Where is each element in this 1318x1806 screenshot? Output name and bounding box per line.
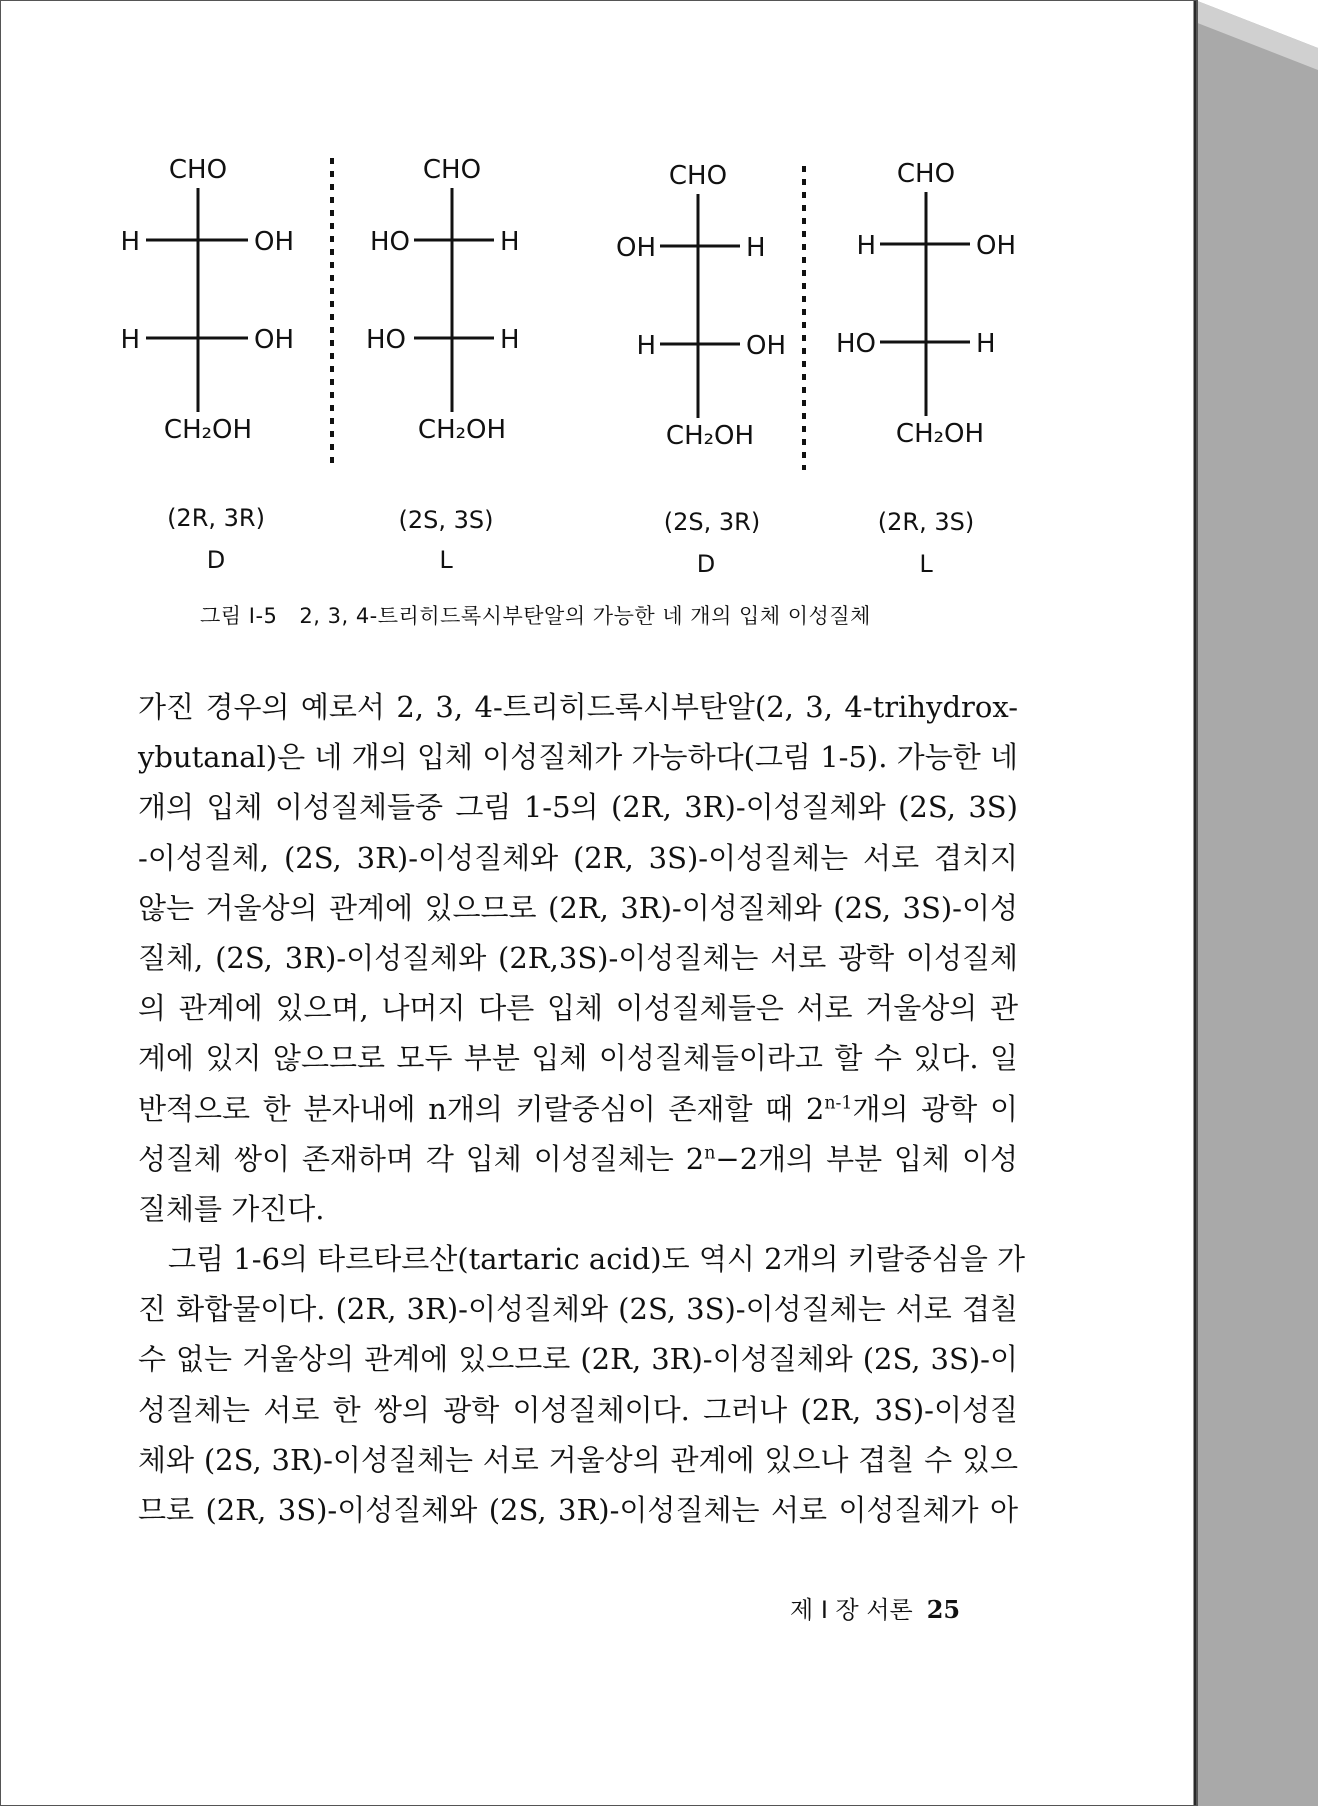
mol3-r1-left: OH <box>615 233 656 263</box>
mol1-bottom: CH₂OH <box>163 415 253 445</box>
mol2-r2-left: HO <box>365 325 406 355</box>
mol3-r2-left: H <box>636 331 656 361</box>
mol1-r2-left: H <box>120 325 140 355</box>
paragraph-line: 그림 1-6의 타르타르산(tartaric acid)도 역시 2개의 키랄중심을 가 <box>168 1242 1026 1277</box>
line-tail: −2개의 부분 입체 이성 <box>715 1141 1018 1176</box>
mol4-r1-left: H <box>856 231 876 261</box>
molecule-2s3r <box>616 161 786 578</box>
mol3-r1-right: H <box>746 233 766 263</box>
paragraph-line: ybutanal)은 네 개의 입체 이성질체가 가능하다(그림 1-5). 가능한 네 <box>138 740 1018 775</box>
superscript-n-minus-1: n-1 <box>824 1092 853 1113</box>
mol2-bottom: CH₂OH <box>417 415 507 445</box>
figure-caption-text: 2, 3, 4-트리히드록시부탄알의 가능한 네 개의 입체 이성질체 <box>299 604 871 628</box>
mol4-series: L <box>919 550 933 578</box>
mol3-r2-right: OH <box>746 331 787 361</box>
paragraph-line <box>138 1084 1018 1134</box>
body-text <box>138 682 1026 1535</box>
molecule-2r3r <box>120 155 294 574</box>
mol4-config: (2R, 3S) <box>877 508 975 536</box>
fischer-projections-figure <box>110 140 1030 600</box>
mol3-series: D <box>696 550 716 578</box>
figure-number: 그림 I-5 <box>200 604 278 628</box>
paragraph-line: 성질체는 서로 한 쌍의 광학 이성질체이다. 그러나 (2R, 3S)-이성질 <box>138 1392 1018 1427</box>
mol2-r1-right: H <box>500 227 520 257</box>
mol1-r2-right: OH <box>254 325 295 355</box>
paragraph-line: 수 없는 거울상의 관계에 있으므로 (2R, 3R)-이성질체와 (2S, 3S)-이 <box>138 1342 1018 1377</box>
mol2-series: L <box>439 546 453 574</box>
mol2-r2-right: H <box>500 325 520 355</box>
line-head: 반적으로 한 분자내에 n개의 키랄중심이 존재할 때 2 <box>138 1091 825 1126</box>
mol1-r1-left: H <box>120 227 140 257</box>
paragraph-line: -이성질체, (2S, 3R)-이성질체와 (2R, 3S)-이성질체는 서로 겹치지 <box>138 840 1018 875</box>
paragraph-line: 므로 (2R, 3S)-이성질체와 (2S, 3R)-이성질체는 서로 이성질체가 아 <box>138 1493 1018 1527</box>
page-footer <box>790 1590 960 1625</box>
paragraph-line: 체와 (2S, 3R)-이성질체는 서로 거울상의 관계에 있으나 겹칠 수 있으 <box>138 1442 1018 1477</box>
mol1-top: CHO <box>168 155 228 185</box>
paragraph-line: 질체, (2S, 3R)-이성질체와 (2R,3S)-이성질체는 서로 광학 이성질체 <box>138 940 1018 975</box>
page-number: 25 <box>926 1595 961 1624</box>
mol1-series: D <box>206 546 226 574</box>
mol4-top: CHO <box>896 159 956 189</box>
paragraph-line: 가진 경우의 예로서 2, 3, 4-트리히드록시부탄알(2, 3, 4-trihydrox- <box>138 690 1018 724</box>
mol1-r1-right: OH <box>254 227 295 257</box>
molecule-2r3s <box>836 159 1016 578</box>
mol2-top: CHO <box>422 155 482 185</box>
paragraph-line: 의 관계에 있으며, 나머지 다른 입체 이성질체들은 서로 거울상의 관 <box>138 991 1018 1026</box>
molecule-2s3s <box>366 155 520 574</box>
mol1-config: (2R, 3R) <box>167 504 265 532</box>
superscript-n: n <box>704 1143 716 1164</box>
line-head: 성질체 쌍이 존재하며 각 입체 이성질체는 2 <box>138 1141 705 1176</box>
mol3-top: CHO <box>668 161 728 191</box>
chapter-label: 제 I 장 서론 <box>790 1596 913 1624</box>
figure-caption <box>200 600 1000 630</box>
mol4-r2-right: H <box>976 329 996 359</box>
line-tail: 개의 광학 이 <box>852 1091 1018 1126</box>
mol4-r2-left: HO <box>835 329 876 359</box>
mol2-config: (2S, 3S) <box>398 506 494 534</box>
paragraph-line: 계에 있지 않으므로 모두 부분 입체 이성질체들이라고 할 수 있다. 일 <box>138 1041 1018 1076</box>
mol4-r1-right: OH <box>976 231 1017 261</box>
mol2-r1-left: HO <box>369 227 410 257</box>
paragraph-line: 질체를 가진다. <box>138 1191 325 1226</box>
mol3-bottom: CH₂OH <box>665 421 755 451</box>
mol4-bottom: CH₂OH <box>895 419 985 449</box>
paragraph-line <box>138 1134 1018 1184</box>
paragraph-line: 개의 입체 이성질체들중 그림 1-5의 (2R, 3R)-이성질체와 (2S, 3S) <box>138 790 1018 825</box>
paragraph-line: 진 화합물이다. (2R, 3R)-이성질체와 (2S, 3S)-이성질체는 서로 겹칠 <box>138 1292 1018 1327</box>
paragraph-line: 않는 거울상의 관계에 있으므로 (2R, 3R)-이성질체와 (2S, 3S)-이성 <box>138 890 1018 925</box>
mol3-config: (2S, 3R) <box>663 508 761 536</box>
